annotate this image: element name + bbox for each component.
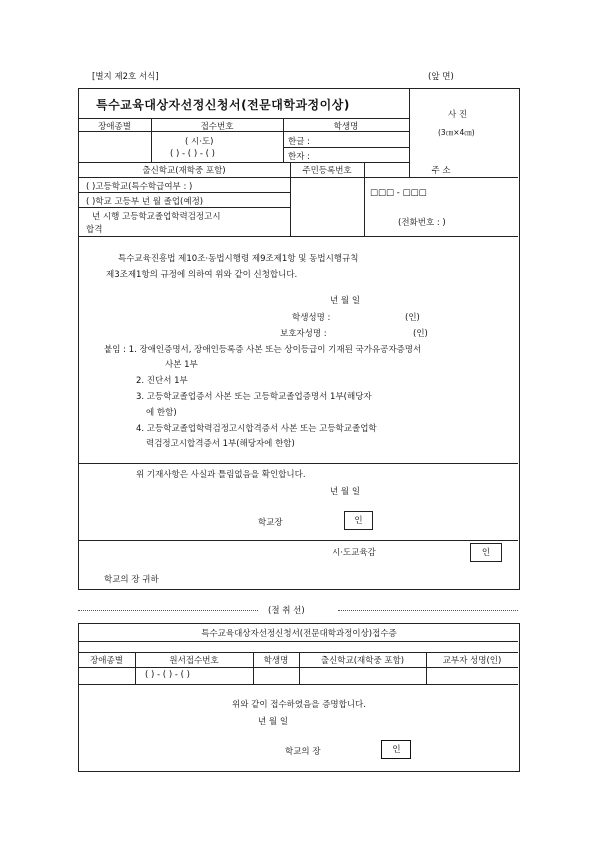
receipt-number: ( ) - ( ) - ( ) <box>170 149 215 159</box>
superintendent-seal: 인 <box>481 548 491 558</box>
principal-seal: 인 <box>354 516 363 526</box>
name-hanja: 한자 : <box>288 152 310 162</box>
photo-size: (3㎝×4㎝) <box>438 128 475 137</box>
receipt-col-number: 원서접수번호 <box>169 656 219 666</box>
receipt-col-student: 학생명 <box>263 656 289 666</box>
form-title: 특수교육대상자선정신청서(전문대학과정이상) <box>96 98 350 112</box>
attachment-1: 붙임 : 1. 장애인증명서, 장애인등록증 사본 또는 상이등급이 기재된 국가유공자증명서 <box>104 345 422 355</box>
attachment-4b: 력검정고시합격증서 1부(해당자에 한함) <box>146 439 295 449</box>
name-korean: 한글 : <box>288 137 310 147</box>
col-address: 주 소 <box>431 166 451 176</box>
statement-line-1: 특수교육진흥법 제10조·동법시행령 제9조제1항 및 동법시행규칙 <box>118 254 359 264</box>
addressee: 학교의 장 귀하 <box>104 575 159 585</box>
application-date: 년 월 일 <box>330 296 361 306</box>
col-disability: 장애종별 <box>98 122 131 132</box>
col-student-name: 학생명 <box>333 122 359 132</box>
superintendent-label: 시·도교육감 <box>332 548 376 558</box>
confirmation-text: 위 기재사항은 사실과 틀림없음을 확인합니다. <box>136 470 306 480</box>
photo-label: 사 진 <box>448 110 468 120</box>
attachment-3b: 에 한함) <box>146 408 177 418</box>
receipt-region: ( 시·도) <box>185 137 214 147</box>
receipt-principal: 학교의 장 <box>285 747 321 757</box>
principal-label: 학교장 <box>258 518 283 528</box>
receipt-col-issuer: 교부자 성명(인) <box>442 656 502 666</box>
col-resident-no: 주민등록번호 <box>302 166 352 176</box>
receipt-title: 특수교육대상자선정신청서(전문대학과정이상)접수증 <box>201 629 397 639</box>
student-sign-label: 학생성명 : <box>292 313 331 323</box>
student-seal: (인) <box>405 313 420 323</box>
confirmation-date: 년 월 일 <box>330 487 361 497</box>
col-school: 출신학교(재학중 포함) <box>142 166 226 176</box>
guardian-seal: (인) <box>413 329 428 339</box>
cut-line-label: (절 취 선) <box>268 606 305 616</box>
receipt-certify: 위와 같이 접수하였음을 증명합니다. <box>232 700 366 710</box>
receipt-date: 년 월 일 <box>258 717 289 727</box>
form-number: [별지 제2호 서식] <box>92 72 159 82</box>
attachment-4: 4. 고등학교졸업학력검정고시합격증서 사본 또는 고등학교졸업학 <box>136 424 377 434</box>
guardian-sign-label: 보호자성명 : <box>280 329 327 339</box>
receipt-seal: 인 <box>392 745 401 755</box>
phone-number: (전화번호 : ) <box>398 218 446 228</box>
statement-line-2: 제3조제1항의 규정에 의하여 위와 같이 신청합니다. <box>106 270 298 280</box>
receipt-col-disability: 장애종별 <box>90 656 123 666</box>
resident-no-format: □□□ - □□□ <box>370 188 427 198</box>
page-side: (앞 면) <box>428 72 454 82</box>
school-option-3: 년 시행 고등학교졸업학력검정고시 <box>92 212 221 222</box>
school-option-3b: 합격 <box>86 225 103 235</box>
attachment-2: 2. 진단서 1부 <box>136 376 188 386</box>
attachment-3: 3. 고등학교졸업증서 사본 또는 고등학교졸업증명서 1부(해당자 <box>136 392 372 402</box>
school-option-2: ( )학교 고등부 년 월 졸업(예정) <box>86 197 204 207</box>
school-option-1: ( )고등학교(특수학급여부 : ) <box>86 182 193 192</box>
receipt-number-format: ( ) - ( ) - ( ) <box>145 670 190 680</box>
attachment-1b: 사본 1부 <box>165 360 198 370</box>
receipt-col-school: 출신학교(재학중 포함) <box>320 656 405 666</box>
col-receipt-no: 접수번호 <box>200 122 234 132</box>
